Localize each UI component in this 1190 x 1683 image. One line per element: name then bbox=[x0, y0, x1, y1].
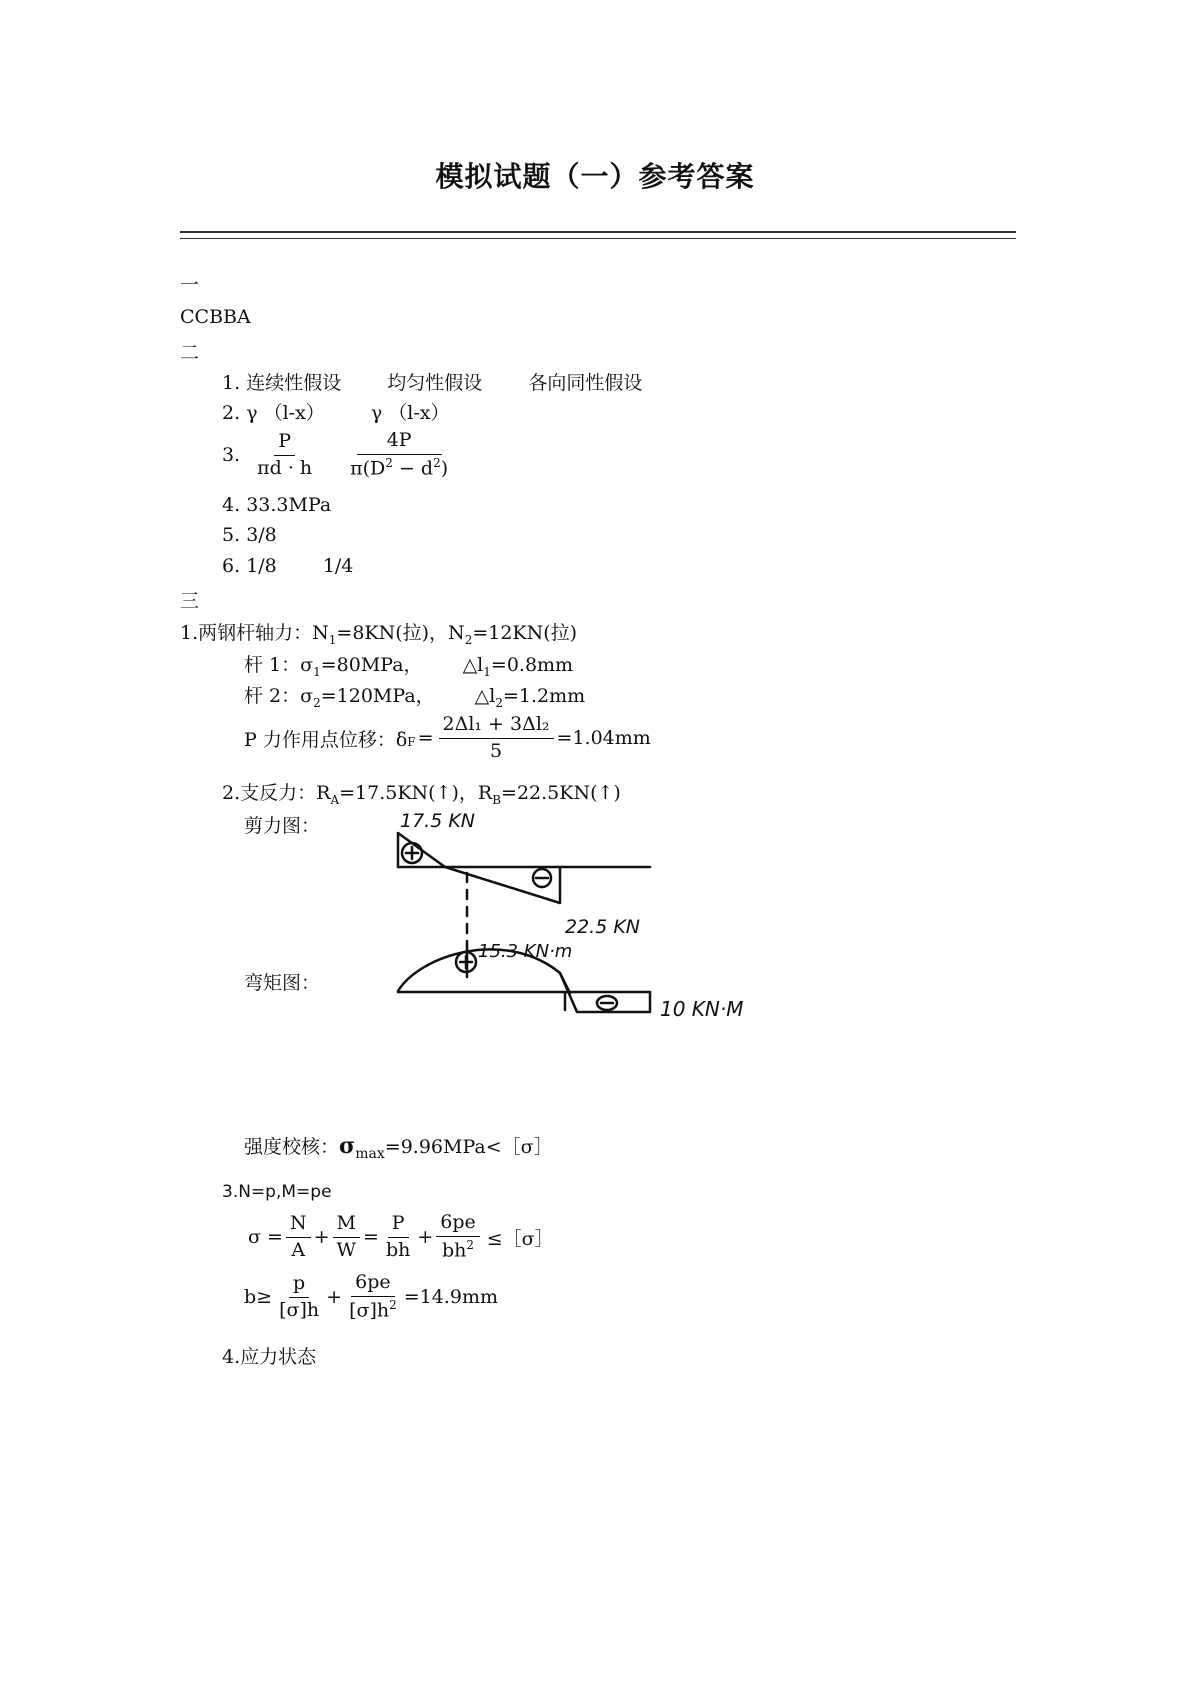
section2-heading: 二 bbox=[180, 342, 200, 364]
s3-p3-eq1: σ = $\frac{N}{A}$ + $\frac{M}{W}$ = $\frac{P}{bh}$ + $\frac{6pe}{bh^2}$ ≤［σ］ bbox=[248, 1211, 554, 1262]
s2-q3-num: 3. bbox=[222, 444, 241, 466]
s2-q2-b: γ （l-x） bbox=[370, 402, 450, 424]
frac1-den: πd · h bbox=[257, 456, 313, 479]
rod1-b: =80MPa， bbox=[320, 654, 423, 676]
s3-rod2 bbox=[244, 681, 585, 710]
p2-sub-a: A bbox=[330, 792, 340, 807]
eq1-w: W bbox=[336, 1238, 357, 1261]
eq1-6pe: 6pe bbox=[436, 1212, 480, 1237]
p2-b: =17.5KN(↑)，R bbox=[339, 782, 493, 804]
s2-q3-frac2 bbox=[346, 430, 452, 480]
s3-p3-eq2: b≥ $\frac{p}{[\sigma]h}$ + $\frac{6pe}{[\sigma]h^2}$ =14.9mm bbox=[244, 1271, 499, 1322]
strength-label: 强度校核： bbox=[244, 1136, 340, 1158]
eq1-p: P bbox=[388, 1213, 409, 1238]
p1-l1-a: 1.两钢杆轴力：N bbox=[180, 622, 329, 644]
s2-q4-text: 33.3MPa bbox=[246, 494, 332, 516]
rod2-sub2: 2 bbox=[495, 695, 503, 710]
eq1-bh2-base: bh bbox=[441, 1239, 467, 1262]
p1-l1-sub2: 2 bbox=[464, 632, 473, 647]
s3-p2-line bbox=[222, 778, 621, 807]
p1-l1-c: =12KN(拉) bbox=[472, 622, 578, 644]
rod1-c: △l bbox=[462, 654, 484, 676]
rod1-sub: 1 bbox=[313, 664, 321, 679]
s3-rod1 bbox=[244, 650, 573, 679]
rod2-a: 杆 2：σ bbox=[244, 685, 314, 707]
eq1-lhs: σ = bbox=[248, 1226, 283, 1248]
title-divider bbox=[180, 231, 1016, 239]
shear-label: 剪力图： bbox=[244, 815, 321, 837]
s2-q1-num: 1. bbox=[222, 372, 241, 394]
moment-label: 弯矩图： bbox=[244, 972, 321, 994]
s2-q6-num: 6. bbox=[222, 555, 241, 577]
s2-q1-b: 均匀性假设 bbox=[387, 372, 483, 394]
strength-check bbox=[244, 1132, 553, 1162]
s2-q4-num: 4. bbox=[222, 494, 241, 516]
s2-q5-text: 3/8 bbox=[246, 524, 277, 546]
section1-heading: 一 bbox=[180, 274, 200, 296]
eq2-sh: [σ]h bbox=[279, 1298, 320, 1321]
frac1-num: P bbox=[274, 431, 295, 456]
eq1-m: M bbox=[333, 1213, 360, 1238]
frac2-den-sup1: 2 bbox=[385, 455, 393, 470]
p2-a: 2.支反力：R bbox=[222, 782, 331, 804]
p2-c: =22.5KN(↑) bbox=[501, 782, 621, 804]
section1-answer: CCBBA bbox=[180, 306, 251, 328]
s2-q6-b: 1/4 bbox=[322, 555, 354, 577]
moment-right-value: 10 KN·M bbox=[660, 997, 744, 1021]
shear-negative-region bbox=[445, 867, 560, 903]
s3-p3-line: 3.N=p,M=pe bbox=[222, 1182, 332, 1202]
p2-sub-b: B bbox=[492, 792, 502, 807]
section3-heading: 三 bbox=[180, 590, 200, 612]
s2-q6 bbox=[222, 555, 353, 577]
rod2-d: =1.2mm bbox=[503, 685, 586, 707]
eq2-sh2-base: [σ]h bbox=[349, 1299, 390, 1322]
s2-q1-c: 各向同性假设 bbox=[528, 372, 643, 394]
page-title: 模拟试题（一）参考答案 bbox=[435, 160, 755, 193]
s2-q2-num: 2. bbox=[222, 402, 241, 424]
s2-q4 bbox=[222, 494, 331, 516]
strength-sigma: σ bbox=[339, 1133, 356, 1159]
eq1-bh2 bbox=[438, 1237, 478, 1262]
s3-disp: P 力作用点位移：δ F = $\frac{\text{2Δl₁ + 3Δl₂}}{5}$ =1.04mm bbox=[244, 713, 651, 762]
eq2-lhs: b≥ bbox=[244, 1286, 273, 1308]
rod2-c: △l bbox=[474, 685, 496, 707]
frac2-den-sup2: 2 bbox=[433, 455, 441, 470]
eq1-bh2-sup: 2 bbox=[466, 1237, 475, 1252]
s2-q2 bbox=[222, 398, 449, 425]
s2-q5 bbox=[222, 524, 277, 546]
shear-right-value: 22.5 KN bbox=[565, 916, 641, 938]
s2-q3 bbox=[222, 430, 455, 480]
eq1-frac-6pe bbox=[436, 1212, 480, 1262]
disp-label: P 力作用点位移：δ bbox=[244, 728, 408, 751]
strength-sigma-sub: max bbox=[355, 1145, 385, 1162]
eq1-bh: bh bbox=[385, 1238, 411, 1261]
disp-frac bbox=[439, 714, 554, 763]
shear-moment-diagram bbox=[385, 805, 765, 1035]
disp-den: 5 bbox=[489, 739, 503, 762]
disp-sub: F bbox=[407, 734, 416, 749]
s2-q6-a: 1/8 bbox=[246, 555, 277, 577]
eq2-p: p bbox=[289, 1273, 309, 1298]
rod2-b: =120MPa， bbox=[320, 685, 435, 707]
rod1-sub2: 1 bbox=[483, 664, 491, 679]
eq1-frac-na bbox=[286, 1213, 311, 1262]
eq2-rhs: =14.9mm bbox=[403, 1286, 499, 1308]
s2-q1-a: 连续性假设 bbox=[246, 372, 342, 394]
p1-l1-b: =8KN(拉)，N bbox=[336, 622, 465, 644]
disp-num: 2Δl₁ + 3Δl₂ bbox=[439, 714, 554, 739]
frac2-den-c: ) bbox=[440, 457, 449, 480]
rod1-d: =0.8mm bbox=[490, 654, 574, 676]
shear-left-value: 17.5 KN bbox=[400, 810, 476, 832]
eq1-a: A bbox=[291, 1238, 306, 1261]
frac2-den-b: − d bbox=[392, 457, 434, 480]
eq2-frac1 bbox=[275, 1273, 323, 1322]
s3-p4-line: 4.应力状态 bbox=[222, 1346, 317, 1368]
s2-q1 bbox=[222, 368, 642, 395]
eq1-rhs: ≤［σ］ bbox=[486, 1227, 554, 1250]
eq1-frac-pbh bbox=[382, 1213, 414, 1262]
s2-q5-num: 5. bbox=[222, 524, 241, 546]
eq1-n: N bbox=[286, 1213, 311, 1238]
rod1-a: 杆 1：σ bbox=[244, 654, 314, 676]
moment-peak-value: 15.3 KN·m bbox=[478, 941, 573, 962]
s3-p1-line1 bbox=[180, 618, 577, 647]
frac2-den bbox=[346, 455, 452, 480]
frac2-num: 4P bbox=[357, 430, 442, 455]
frac2-den-a: π(D bbox=[350, 457, 386, 480]
s2-q3-frac1 bbox=[253, 431, 316, 480]
disp-result: =1.04mm bbox=[556, 727, 651, 750]
eq2-6pe: 6pe bbox=[351, 1272, 395, 1297]
rod2-sub: 2 bbox=[313, 695, 321, 710]
eq2-sh2-sup: 2 bbox=[389, 1297, 397, 1312]
strength-result: =9.96MPa<［σ］ bbox=[384, 1136, 553, 1158]
p1-l1-sub1: 1 bbox=[328, 632, 337, 647]
s2-q2-a: γ （l-x） bbox=[246, 402, 325, 424]
eq1-frac-mw bbox=[332, 1213, 360, 1262]
eq2-frac2 bbox=[345, 1272, 401, 1322]
eq2-sh2 bbox=[345, 1297, 401, 1322]
